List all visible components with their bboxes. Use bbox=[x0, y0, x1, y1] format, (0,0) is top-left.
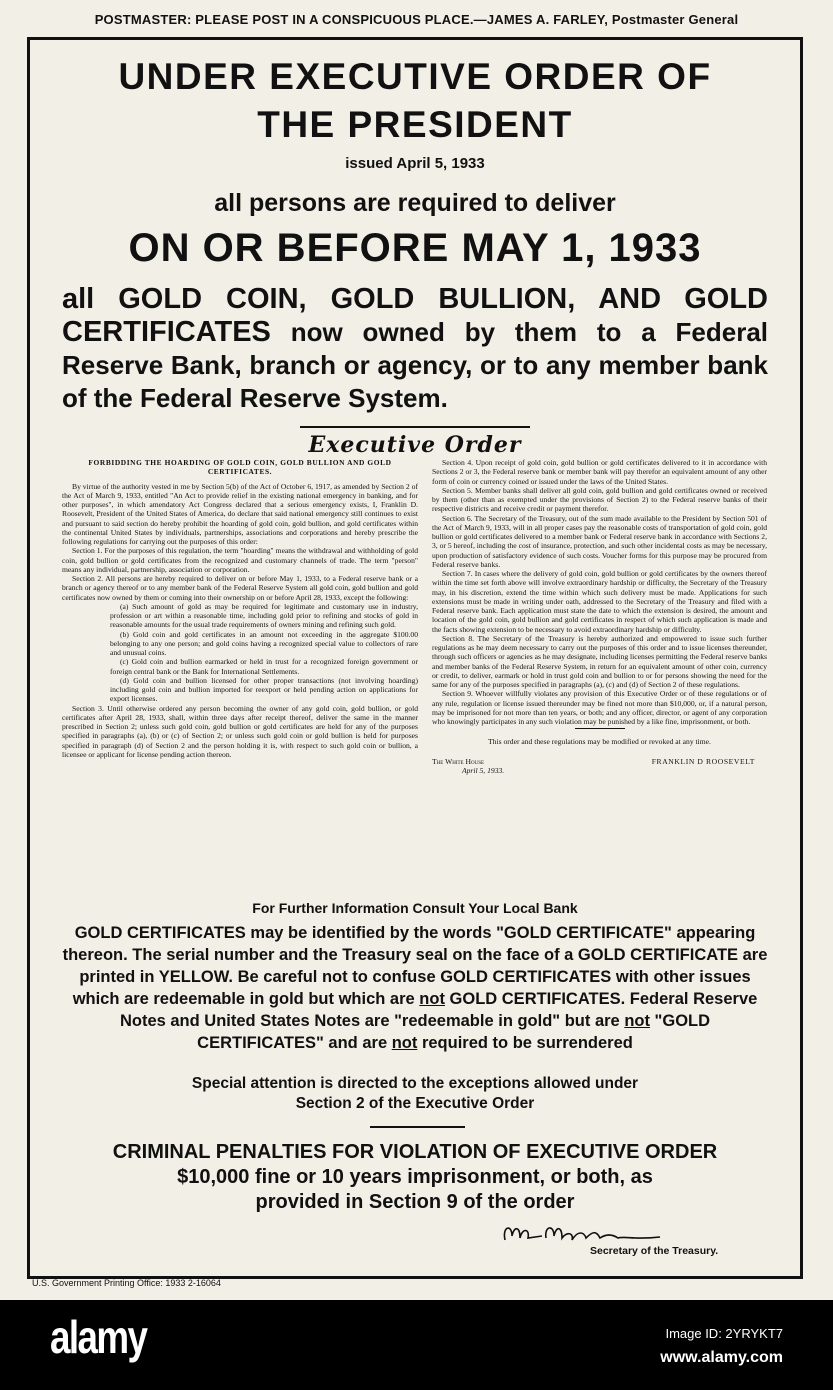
gold-items-c: now owned by them to a Federal Reserve Bank, branch or agency, or to any member bank of the Federal Reserve System. bbox=[62, 317, 768, 413]
issued-date: issued April 5, 1933 bbox=[345, 155, 485, 172]
text: required to be surrendered bbox=[417, 1034, 633, 1052]
section-9: Section 9. Whoever willfully violates any provision of this Executive Order or of these regulations or of any rule, regulation or license issued thereunder may be fined not more than $10,000, or, if a natural person, may be imprisoned for not more than ten years, or both; and any officer, director, or agent of any corporation who knowingly participates in any such violation may be punished by a like fine, imprisonment, or both. bbox=[432, 689, 767, 726]
text: GOLD CERTIFICATES. Federal Reserve Notes and United States Notes are "redeemable in gold" but are bbox=[119, 990, 758, 1030]
section-4: Section 4. Upon receipt of gold coin, gold bullion or gold certificates delivered to it in accordance with Sections 2 or 3, the Federal reserve bank or member bank will pay therefor an equivalent amount of any other form of coin or currency coined or issued under the laws of the United States. bbox=[432, 458, 767, 486]
gold-items-a: all GOLD COIN, GOLD BULLION, AND bbox=[62, 283, 662, 315]
place: The White House bbox=[432, 756, 485, 766]
gold-certificates-notice bbox=[62, 922, 768, 1054]
headline-line-1: UNDER EXECUTIVE ORDER OF bbox=[118, 56, 712, 97]
gold-items-b: GOLD CERTIFICATES bbox=[62, 283, 768, 348]
deliver-notice: all persons are required to deliver bbox=[214, 189, 616, 217]
section-6: Section 6. The Secretary of the Treasury, out of the sum made available to the President by Section 501 of the Act of March 9, 1933, will in all proper cases pay the reasonable costs of transportation of gold coin, gold bullion or gold certificates delivered to a member bank or Federal reserve bank in accordance with Sections 2, 3, or 5 hereof, including the cost of insurance, protection, and such other incidental costs as may be necessary, upon production of satisfactory evidence of such costs. Voucher forms for this purpose may be procured from Federal reserve banks. bbox=[432, 513, 767, 569]
special-attention-line-2: Section 2 of the Executive Order bbox=[295, 1095, 535, 1112]
signature-block bbox=[432, 757, 767, 776]
printer-imprint: U.S. Government Printing Office: 1933 2-16064 bbox=[32, 1278, 221, 1288]
divider bbox=[575, 728, 625, 729]
order-date: April 5, 1933. bbox=[462, 765, 505, 775]
section-2: Section 2. All persons are hereby required to deliver on or before May 1, 1933, to a Federal reserve bank or a branch or agency thereof or to any member bank of the Federal Reserve System all gold coin, gold bullion and gold certificates now owned by them or coming into their ownership on or before April 28, 1933, except the following: bbox=[62, 574, 418, 602]
headline-line-2: THE PRESIDENT bbox=[257, 104, 573, 145]
postmaster-notice: POSTMASTER: PLEASE POST IN A CONSPICUOUS PLACE.—JAMES A. FARLEY, Postmaster General bbox=[94, 12, 739, 27]
watermark-info bbox=[660, 1322, 783, 1370]
executive-order-title: Executive Order bbox=[308, 432, 522, 458]
section-1: Section 1. For the purposes of this regulation, the term "hoarding" means the withdrawal and withholding of gold coin, gold bullion or gold certificates from the recognized and customary channels of trade. The term "person" means any individual, partnership, association or corporation. bbox=[62, 546, 418, 574]
order-column-right bbox=[432, 458, 767, 775]
secretary-title: Secretary of the Treasury. bbox=[590, 1245, 719, 1257]
watermark-url: www.alamy.com bbox=[660, 1349, 783, 1366]
deadline: ON OR BEFORE MAY 1, 1933 bbox=[128, 226, 702, 270]
section-2a: (a) Such amount of gold as may be required for legitimate and customary use in industry, profession or art within a reasonable time, including gold prior to refining and stocks of gold in reasonable amounts for the usual trade requirements of owners mining and refining such gold. bbox=[110, 601, 418, 630]
section-2c: (c) Gold coin and bullion earmarked or held in trust for a recognized foreign government or foreign central bank or the Bank for International Settlements. bbox=[110, 657, 418, 676]
signatory: FRANKLIN D ROOSEVELT bbox=[651, 756, 755, 766]
section-3: Section 3. Until otherwise ordered any person becoming the owner of any gold coin, gold bullion, or gold certificates after April 28, 1933, shall, within three days after receipt thereof, deliver the same in the manner prescribed in Section 2; unless such gold coin, gold bullion or gold certificates are held for any of the purposes specified in paragraphs (a), (b) or (c) of Section 2; or unless such gold coin or gold bullion is held for purposes specified in paragraph (d) of Section 2 and the person holding it is, with respect to such gold coin or bullion, a licensee or applicant for license pending action thereon. bbox=[62, 703, 418, 759]
penalties-line-3: provided in Section 9 of the order bbox=[255, 1191, 575, 1213]
text: "GOLD CERTIFICATES" and are bbox=[197, 1012, 711, 1052]
alamy-logo: alamy bbox=[50, 1311, 147, 1363]
further-info: For Further Information Consult Your Local Bank bbox=[252, 900, 578, 916]
closing-note: This order and these regulations may be modified or revoked at any time. bbox=[488, 737, 711, 747]
secretary-signature bbox=[500, 1218, 720, 1248]
special-attention-line-1: Special attention is directed to the exceptions allowed under bbox=[191, 1075, 639, 1092]
section-5: Section 5. Member banks shall deliver all gold coin, gold bullion and gold certificates owned or received by them (other than as exempted under the provisions of Section 2) to the Federal reserve banks of their respective districts and receive credit or payment therefor. bbox=[432, 485, 767, 514]
section-2b: (b) Gold coin and gold certificates in an amount not exceeding in the aggregate $100.00 belonging to any one person; and gold coins having a recognized special value to collectors of rare and unusual coins. bbox=[110, 629, 418, 657]
order-intro: By virtue of the authority vested in me by Section 5(b) of the Act of October 6, 1917, as amended by Section 2 of the Act of March 9, 1933, entitled "An Act to provide relief in the existing national emergency in banking, and for other purposes", in which amendatory Act Congress declared that a serious emergency exists, I, Franklin D. Roosevelt, President of the United States of America, do declare that said national emergency still continues to exist and pursuant to said section do hereby prohibit the hoarding of gold coin, gold bullion, and gold certificates within the continental United States by individuals, partnerships, associations and corporations and hereby prescribe the following regulations for carrying out the purposes of this order: bbox=[62, 481, 418, 546]
divider bbox=[300, 426, 530, 428]
underlined-not: not bbox=[624, 1012, 650, 1030]
underlined-not: not bbox=[391, 1034, 418, 1052]
divider bbox=[370, 1126, 465, 1128]
penalties-line-2: $10,000 fine or 10 years imprisonment, or both, as bbox=[177, 1166, 653, 1188]
section-7: Section 7. In cases where the delivery of gold coin, gold bullion or gold certificates by the owners thereof within the time set forth above will involve extraordinary hardship or difficulty, the Secretary of the Treasury may, in his discretion, extend the time within which such delivery must be made. Applications for such extensions must be made in writing under oath, addressed to the Secretary of the Treasury and filed with a Federal reserve bank. Each application must state the date to which the extension is desired, the amount and location of the gold coin, gold bullion and gold certificates in respect of which such application is made and the facts showing extension to be necessary to avoid extraordinary hardship or difficulty. bbox=[432, 569, 767, 634]
underlined-not: not bbox=[419, 990, 445, 1008]
gold-items-statement bbox=[62, 283, 768, 415]
section-8: Section 8. The Secretary of the Treasury is hereby authorized and empowered to issue such further regulations as he may deem necessary to carry out the purposes of this order and to issue licenses thereunder, through such officers or agencies as he may designate, including licenses permitting the Federal reserve banks and member banks of the Federal Reserve System, in return for an equivalent amount of other coin, currency or credit, to deliver, earmark or hold in trust gold coin and bullion to or for persons showing the need for the same for any of the purposes specified in paragraphs (a), (c) and (d) of Section 2 of these regulations. bbox=[432, 633, 767, 689]
image-id: Image ID: 2YRYKT7 bbox=[665, 1326, 783, 1341]
special-attention bbox=[30, 1074, 800, 1114]
order-heading: FORBIDDING THE HOARDING OF GOLD COIN, GOLD BULLION AND GOLD CERTIFICATES. bbox=[88, 458, 392, 477]
section-2d: (d) Gold coin and bullion licensed for other proper transactions (not involving hoarding) including gold coin and bullion imported for reexport or held pending action on applications for export licenses. bbox=[110, 675, 418, 704]
criminal-penalties bbox=[30, 1140, 800, 1215]
penalties-line-1: CRIMINAL PENALTIES FOR VIOLATION OF EXECUTIVE ORDER bbox=[112, 1141, 718, 1163]
order-column-left bbox=[62, 458, 418, 759]
text: GOLD CERTIFICATES may be identified by the words "GOLD CERTIFICATE" appearing thereon. The serial number and the Treasury seal on the face of a GOLD CERTIFICATE are printed in YELLOW. Be careful not to confuse GOLD CERTIFICATES with other issues which are redeemable in gold but which are bbox=[62, 924, 768, 1008]
